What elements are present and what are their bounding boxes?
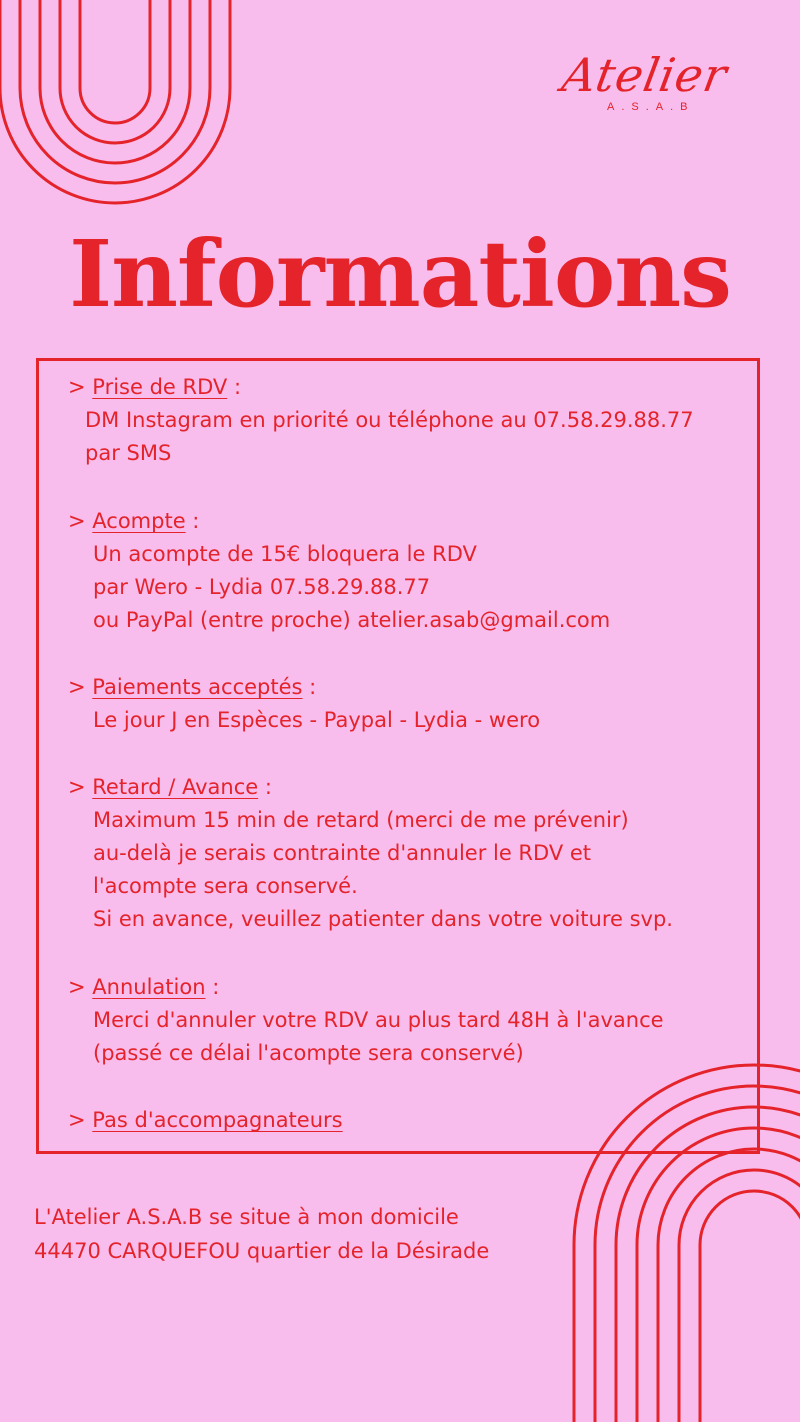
logo-subtitle: A.S.A.B: [607, 101, 695, 113]
section-heading: [68, 771, 673, 804]
top-left-arch-1: [0, 0, 230, 203]
section-line: ou PayPal (entre proche) atelier.asab@gmail.com: [93, 608, 611, 632]
section-marker: >: [68, 1108, 93, 1132]
section-heading: [68, 371, 694, 404]
logo-script: Atelier: [558, 48, 732, 102]
section-line: Merci d'annuler votre RDV au plus tard 48H à l'avance: [93, 1008, 664, 1032]
section-heading: [68, 1104, 343, 1137]
section-title: Acompte: [92, 509, 186, 533]
address-line-2: 44470 CARQUEFOU quartier de la Désirade: [34, 1239, 490, 1263]
section-marker: >: [68, 775, 93, 799]
section-title: Paiements acceptés: [92, 675, 303, 699]
section-suffix: :: [205, 975, 220, 999]
info-section: [68, 971, 664, 1070]
section-heading: [68, 971, 664, 1004]
section-line: Un acompte de 15€ bloquera le RDV: [93, 542, 477, 566]
section-heading: [68, 671, 540, 704]
bottom-right-arch-6: [679, 1170, 800, 1422]
section-line: Le jour J en Espèces - Paypal - Lydia - wero: [93, 708, 541, 732]
section-title: Pas d'accompagnateurs: [92, 1108, 343, 1132]
info-section: [68, 505, 610, 637]
section-title: Prise de RDV: [92, 375, 228, 399]
top-left-arch-2: [20, 0, 210, 183]
section-marker: >: [68, 975, 93, 999]
info-section: [68, 671, 540, 737]
top-left-arch-5: [80, 0, 150, 123]
section-line: par SMS: [85, 441, 172, 465]
bottom-right-arch-7: [700, 1191, 800, 1422]
section-marker: >: [68, 375, 93, 399]
section-line: DM Instagram en priorité ou téléphone au 07.58.29.88.77: [85, 408, 694, 432]
page-title: Informations: [69, 220, 731, 328]
address-line-1: L'Atelier A.S.A.B se situe à mon domicile: [34, 1205, 459, 1229]
section-line: Maximum 15 min de retard (merci de me prévenir): [93, 808, 629, 832]
section-suffix: :: [227, 375, 242, 399]
section-suffix: :: [185, 509, 200, 533]
atelier-logo: [555, 48, 732, 123]
section-line: par Wero - Lydia 07.58.29.88.77: [93, 575, 431, 599]
info-section: [68, 371, 694, 470]
section-line: au-delà je serais contrainte d'annuler le RDV et: [93, 841, 592, 865]
address-footer: [34, 1200, 489, 1268]
section-suffix: :: [258, 775, 272, 799]
info-section: [68, 1104, 343, 1137]
info-section: [68, 771, 673, 936]
section-title: Retard / Avance: [92, 775, 259, 799]
section-line: Si en avance, veuillez patienter dans votre voiture svp.: [93, 907, 673, 931]
section-heading: [68, 505, 610, 538]
section-marker: >: [68, 675, 93, 699]
bottom-right-arch-3: [616, 1107, 800, 1422]
top-left-arch-3: [40, 0, 190, 163]
section-line: l'acompte sera conservé.: [93, 874, 358, 898]
section-marker: >: [68, 509, 93, 533]
section-suffix: :: [302, 675, 317, 699]
section-title: Annulation: [92, 975, 206, 999]
section-line: (passé ce délai l'acompte sera conservé): [93, 1041, 524, 1065]
